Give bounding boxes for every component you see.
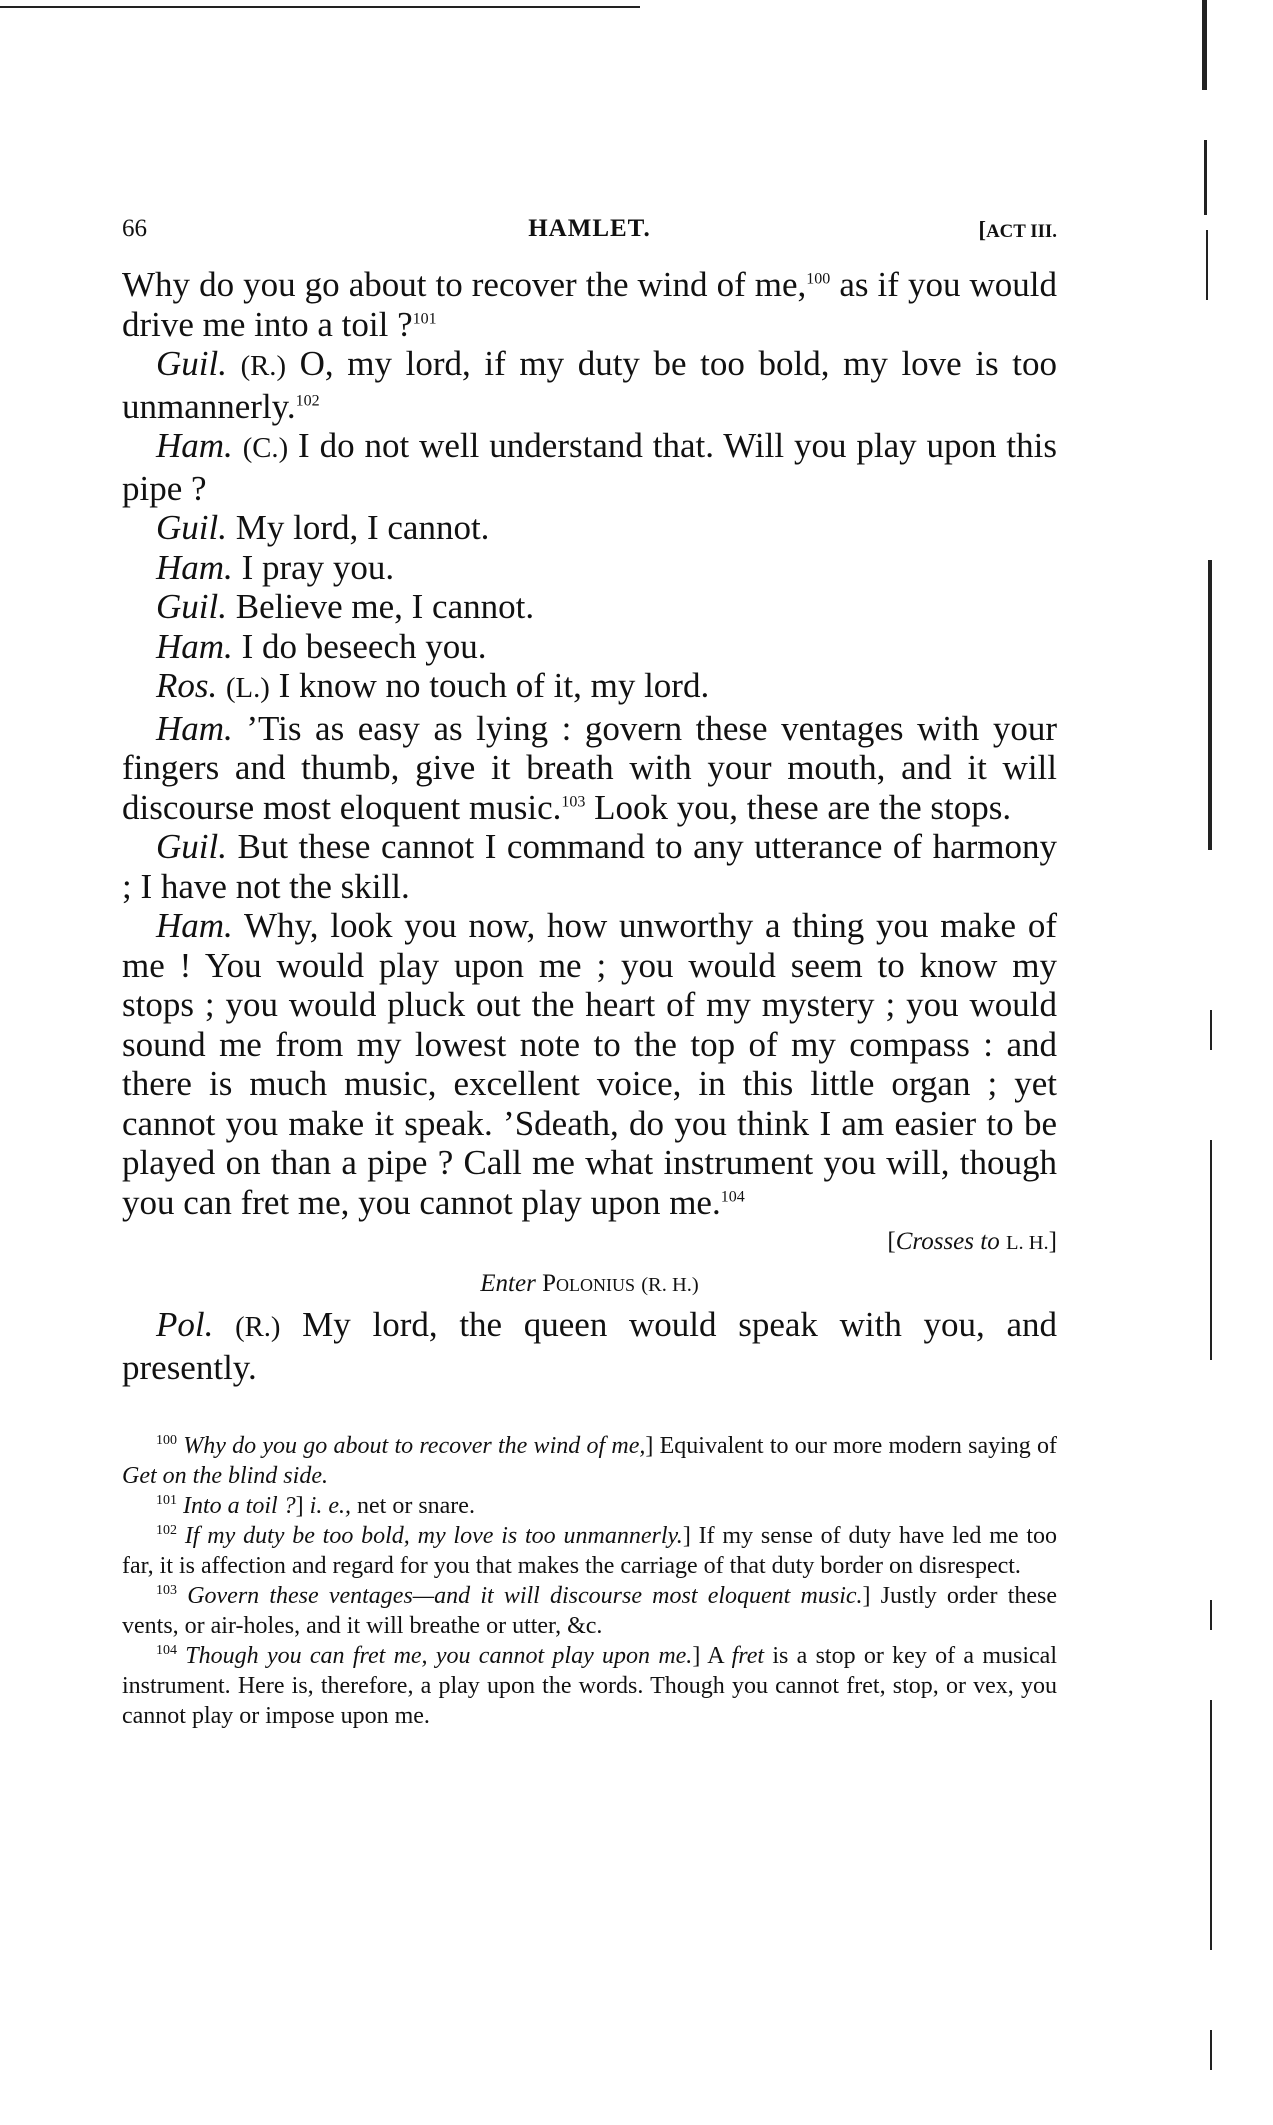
stage-position: (R.) — [240, 350, 287, 382]
footnote-text: ] If my sense of duty have led me too far, it is affection and regard for you that makes the carriage of that duty border on disrespect. — [122, 1523, 1057, 1579]
speech-hamlet — [122, 906, 1057, 1222]
speech-hamlet — [122, 627, 1057, 667]
footnote-100 — [122, 1431, 1057, 1491]
footnote-quote: Get on the blind side. — [122, 1463, 328, 1489]
footnotes — [122, 1431, 1057, 1731]
speaker-name: Guil. — [156, 344, 227, 383]
speech-text: O, my lord, if my duty be too bold, my love is too unmannerly. — [122, 344, 1058, 426]
play-text — [122, 265, 1057, 1387]
speech-text: My lord, the queen would speak with you, and presently. — [122, 1305, 1058, 1387]
book-page — [122, 205, 1057, 1731]
scan-mark — [1208, 560, 1212, 850]
stage-position: (C.) — [242, 432, 289, 464]
speech-text: as if you would drive me into a toil ? — [122, 265, 1057, 344]
speech-continuation — [122, 265, 1057, 344]
stage-position: (L.) — [226, 672, 270, 704]
scan-mark — [1210, 1140, 1212, 1360]
footnote-104 — [122, 1641, 1057, 1731]
speaker-name: Pol. — [156, 1305, 214, 1344]
footnote-number: 103 — [156, 1583, 177, 1598]
enter-word: Enter — [480, 1269, 536, 1297]
footnote-number: 101 — [156, 1493, 177, 1508]
speech-guildenstern — [122, 344, 1057, 426]
scan-mark — [1206, 230, 1208, 300]
footnote-text: is a stop or key of a musical instrument. Here is, therefore, a play upon the words. Though you cannot fret, stop, or vex, you cannot play or impose upon me. — [122, 1643, 1057, 1729]
speaker-name: Guil. — [156, 587, 227, 626]
footnote-ref[interactable]: 102 — [295, 391, 320, 409]
footnote-quote: Why do you go about to recover the wind of me, — [183, 1433, 646, 1459]
footnote-number: 100 — [156, 1433, 177, 1448]
speech-text: I do beseech you. — [232, 626, 487, 666]
speaker-name: Guil. — [156, 827, 227, 866]
speech-rosencrantz — [122, 666, 1057, 709]
footnote-ref[interactable]: 100 — [806, 270, 831, 288]
running-header — [122, 205, 1057, 265]
speaker-name: Ham. — [156, 426, 233, 465]
footnote-text: ] A — [692, 1643, 724, 1669]
page-title: HAMLET. — [528, 215, 651, 242]
speech-text: Why do you go about to recover the wind of me, — [122, 265, 807, 304]
footnote-text: ] Equivalent to our more modern saying of — [645, 1433, 1058, 1459]
scan-mark — [1202, 0, 1207, 90]
scan-mark — [1210, 1010, 1212, 1050]
footnote-ref[interactable]: 101 — [412, 309, 437, 327]
scan-mark — [1204, 140, 1207, 215]
footnote-text: ] Justly order these vents, or air-holes, and it will breathe or utter, &c. — [122, 1583, 1058, 1639]
speaker-name: Guil. — [156, 508, 227, 547]
footnote-abbrev: i. e., — [309, 1493, 351, 1519]
stage-direction-text: Crosses to — [895, 1228, 1000, 1255]
page-number: 66 — [122, 215, 147, 242]
footnote-number: 104 — [156, 1643, 177, 1658]
act-label-text: ACT III. — [986, 221, 1057, 242]
speech-text: My lord, I cannot. — [226, 508, 490, 547]
footnote-text: net or snare. — [351, 1493, 475, 1519]
top-rule — [0, 6, 640, 8]
footnote-term: fret — [731, 1643, 765, 1669]
footnote-103 — [122, 1581, 1057, 1641]
speech-text: Look you, these are the stops. — [585, 787, 1012, 827]
speech-guildenstern — [122, 508, 1057, 548]
speech-text: But these cannot I command to any utterance of harmony ; I have not the skill. — [122, 827, 1057, 906]
speaker-name: Ham. — [156, 708, 233, 748]
footnote-ref[interactable]: 104 — [720, 1187, 745, 1205]
speech-guildenstern — [122, 827, 1057, 906]
speech-text: I know no touch of it, my lord. — [269, 666, 710, 705]
speech-hamlet — [122, 426, 1057, 508]
speech-text: I do not well understand that. Will you play upon this pipe ? — [122, 426, 1057, 508]
speech-text: Why, look you now, how unworthy a thing you make of me ! You would play upon me ; you would seem to know my stops ; you would pluck out the heart of my mystery ; you would sound me from my lowest note to the top of my compass : and there is much music, excellent voice, in this little organ ; yet cannot you make it speak. ’Sdeath, do you think I am easier to be played on than a pipe ? Call me what instrument you will, though you can fret me, you cannot play upon me. — [122, 906, 1057, 1222]
scan-mark — [1210, 1600, 1212, 1630]
footnote-quote: Govern these ventages—and it will discourse most eloquent music. — [187, 1583, 863, 1609]
speech-hamlet — [122, 709, 1057, 828]
scan-mark — [1210, 2030, 1212, 2070]
stage-position: L. H. — [1005, 1232, 1049, 1254]
speech-text: Believe me, I cannot. — [226, 587, 535, 626]
footnote-text: ] — [295, 1493, 304, 1519]
stage-position: (R.) — [235, 1311, 281, 1343]
speech-polonius — [122, 1305, 1057, 1387]
character-name: Polonius — [542, 1269, 635, 1297]
entrance-direction — [122, 1264, 1057, 1306]
footnote-101 — [122, 1491, 1057, 1521]
speech-text: I pray you. — [232, 547, 395, 587]
footnote-quote: If my duty be too bold, my love is too unmannerly. — [184, 1523, 683, 1549]
footnote-102 — [122, 1521, 1057, 1581]
footnote-number: 102 — [156, 1523, 177, 1538]
speaker-name: Ros. — [156, 666, 218, 705]
speech-hamlet — [122, 548, 1057, 588]
stage-direction: [Crosses to L. H.] — [887, 1228, 1057, 1255]
act-label: [ACT III. — [978, 217, 1057, 242]
footnote-quote: Though you can fret me, you cannot play upon me. — [185, 1643, 693, 1669]
stage-position: (R. H.) — [641, 1273, 699, 1296]
speaker-name: Ham. — [156, 547, 233, 587]
scan-mark — [1210, 1700, 1212, 1950]
footnote-ref[interactable]: 103 — [561, 792, 586, 810]
speech-guildenstern — [122, 587, 1057, 627]
scan-edge-marks — [1196, 0, 1256, 2125]
footnote-quote: Into a toil ? — [183, 1493, 296, 1519]
speech-text: ’Tis as easy as lying : govern these ventages with your fingers and thumb, give it breath with your mouth, and it will discourse most eloquent music. — [122, 708, 1057, 827]
speaker-name: Ham. — [156, 906, 233, 945]
speaker-name: Ham. — [156, 626, 233, 666]
